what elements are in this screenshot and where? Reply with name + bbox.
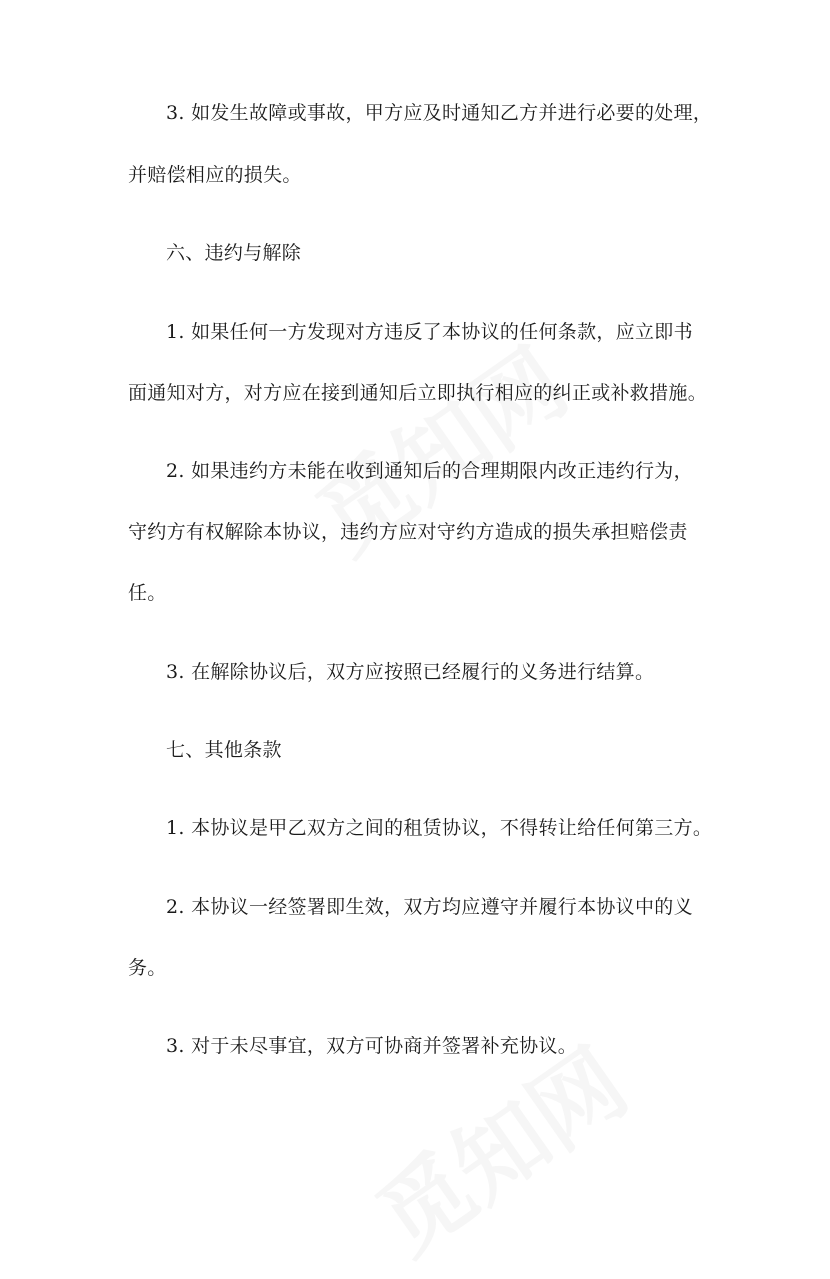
paragraph-line: 面通知对方，对方应在接到通知后立即执行相应的纠正或补救措施。 xyxy=(128,382,708,404)
paragraph-line: 守约方有权解除本协议，违约方应对守约方造成的损失承担赔偿责 xyxy=(128,521,688,543)
paragraph-line: 1. 本协议是甲乙双方之间的租赁协议，不得转让给任何第三方。 xyxy=(166,817,713,839)
paragraph-line: 3. 对于未尽事宜，双方可协商并签署补充协议。 xyxy=(166,1035,578,1057)
paragraph-line: 并赔偿相应的损失。 xyxy=(128,164,302,186)
paragraph-line: 2. 本协议一经签署即生效，双方均应遵守并履行本协议中的义 xyxy=(166,896,693,918)
section-heading: 六、违约与解除 xyxy=(166,242,302,264)
paragraph-line: 务。 xyxy=(128,957,167,979)
paragraph-line: 3. 在解除协议后，双方应按照已经履行的义务进行结算。 xyxy=(166,661,655,683)
paragraph-line: 2. 如果违约方未能在收到通知后的合理期限内改正违约行为， xyxy=(166,460,693,482)
paragraph-line: 任。 xyxy=(128,582,167,604)
section-heading: 七、其他条款 xyxy=(166,739,282,761)
paragraph-line: 1. 如果任何一方发现对方违反了本协议的任何条款，应立即书 xyxy=(166,321,693,343)
paragraph-line: 3. 如发生故障或事故，甲方应及时通知乙方并进行必要的处理， xyxy=(166,102,713,124)
